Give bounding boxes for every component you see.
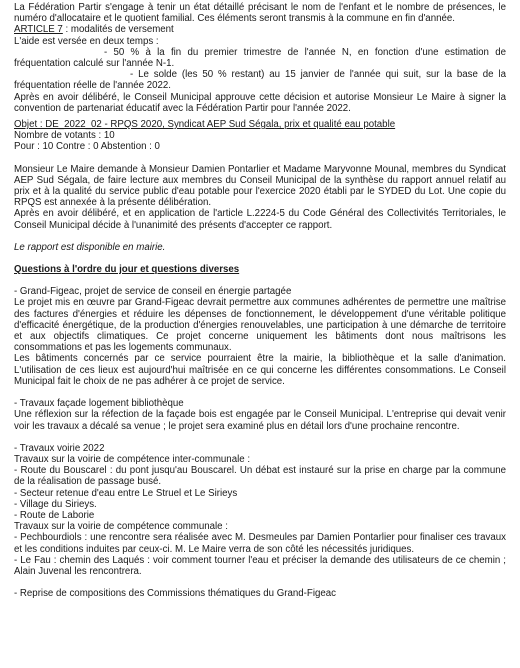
- facade-works-paragraph: Une réflexion sur la réfection de la façade bois est engagée par le Conseil Municipal. L'entreprise qui devait venir voir les travaux a décalé sa venue ; le projet sera examiné plus en détail lors d'une prochaine rencontre.: [14, 409, 506, 432]
- road-works-intercommunal: Travaux sur la voirie de compétence inter-communale :: [14, 453, 251, 465]
- road-works-title: - Travaux voirie 2022: [14, 442, 105, 454]
- facade-works-title: - Travaux façade logement bibliothèque: [14, 398, 184, 410]
- energy-project-title: - Grand-Figeac, projet de service de conseil en énergie partagée: [14, 286, 292, 298]
- article-label-rest: : modalités de versement: [62, 24, 174, 36]
- article-heading: [14, 24, 506, 35]
- road-works-communal: Travaux sur la voirie de compétence communale :: [14, 521, 228, 533]
- article-label: ARTICLE 7: [14, 24, 63, 36]
- rpqs-availability-note: Le rapport est disponible en mairie.: [14, 241, 166, 253]
- commissions-title: - Reprise de compositions des Commissions thématiques du Grand-Figeac: [14, 588, 336, 600]
- payment-intro: L'aide est versée en deux temps :: [14, 35, 159, 47]
- road-works-bouscarel: - Route du Bouscarel : du pont jusqu'au Bouscarel. Un débat est instauré sur la prise en charge par la commune de la réalisation de passage busé.: [14, 465, 506, 488]
- road-works-le-fau: - Le Fau : chemin des Laqués : voir comment tourner l'eau et préciser la demande des utilisateurs de ce chemin ; Alain Juvenal les rencontrera.: [14, 554, 506, 577]
- energy-project-decision: Les bâtiments concernés par ce service pourraient être la mairie, la bibliothèque et la salle d'animation. L'utilisation de ces lieux est aujourd'hui maîtrisée en ce qui concerne les différentes consommations. Le Conseil Municipal fait le choix de ne pas adhérer à ce projet de service.: [14, 353, 506, 387]
- road-works-struel: - Secteur retenue d'eau entre Le Struel et Le Sirieys: [14, 487, 238, 499]
- votants-count: Nombre de votants : 10: [14, 130, 115, 142]
- road-works-sirieys: - Village du Sirieys.: [14, 498, 97, 510]
- payment-balance: - Le solde (les 50 % restant) au 15 janvier de l'année qui suit, sur la base de la fréquentation réelle de l'année 2022.: [14, 69, 506, 92]
- objet-title: Objet : DE_2022_02 - RPQS 2020, Syndicat AEP Sud Ségala, prix et qualité eau potable: [14, 119, 396, 131]
- vote-results: Pour : 10 Contre : 0 Abstention : 0: [14, 141, 160, 153]
- rpqs-paragraph: Monsieur Le Maire demande à Monsieur Damien Pontarlier et Madame Maryvonne Mounal, membres du Syndicat AEP Sud Ségala, de faire lecture aux membres du Conseil Municipal de la synthèse du rapport annuel relatif au prix et à la qualité du service public d'eau potable pour l'exercice 2020 établi par le SYDED du Lot. Une copie du RPQS est annexée à la présente délibération.: [14, 163, 506, 209]
- convention-decision: Après en avoir délibéré, le Conseil Municipal approuve cette décision et autorise Monsieur Le Maire à signer la convention de partenariat éducatif avec la Fédération Partir pour l'année 2022.: [14, 91, 506, 114]
- energy-project-paragraph: Le projet mis en œuvre par Grand-Figeac devrait permettre aux communes adhérentes de permettre une maîtrise des factures d'énergies et réduire les dépenses de fonctionnement, le développement d'une véritable politique d'efficacité énergétique, de la production d'énergies renouvelables, une participation à une démarche de territoire et aux objectifs climatiques. Ce projet concerne uniquement les bâtiments dont nous maîtrisons les consommations et pas les logements communaux.: [14, 297, 506, 354]
- intro-paragraph: La Fédération Partir s'engage à tenir un état détaillé précisant le nom de l'enfant et le nombre de présences, le numéro d'allocataire et le quotient familial. Ces éléments seront transmis à la commune en fin d'année.: [14, 2, 506, 25]
- questions-heading: Questions à l'ordre du jour et questions diverses: [14, 264, 240, 276]
- document-page: [14, 2, 506, 599]
- road-works-pechbourdiols: - Pechbourdiols : une rencontre sera réalisée avec M. Desmeules par Damien Pontarlier pour finaliser ces travaux et les conditions induites par ceux-ci. M. Le Maire verra de son côté les nécessités juridiques.: [14, 532, 506, 555]
- payment-first-installment: - 50 % à la fin du premier trimestre de l'année N, en fonction d'une estimation de fréquentation calculé sur l'année N-1.: [14, 46, 506, 70]
- road-works-laborie: - Route de Laborie: [14, 509, 95, 521]
- rpqs-decision: Après en avoir délibéré, et en application de l'article L.2224-5 du Code Général des Collectivités Territoriales, le Conseil Municipal décide à l'unanimité des présents d'accepter ce rapport.: [14, 208, 506, 231]
